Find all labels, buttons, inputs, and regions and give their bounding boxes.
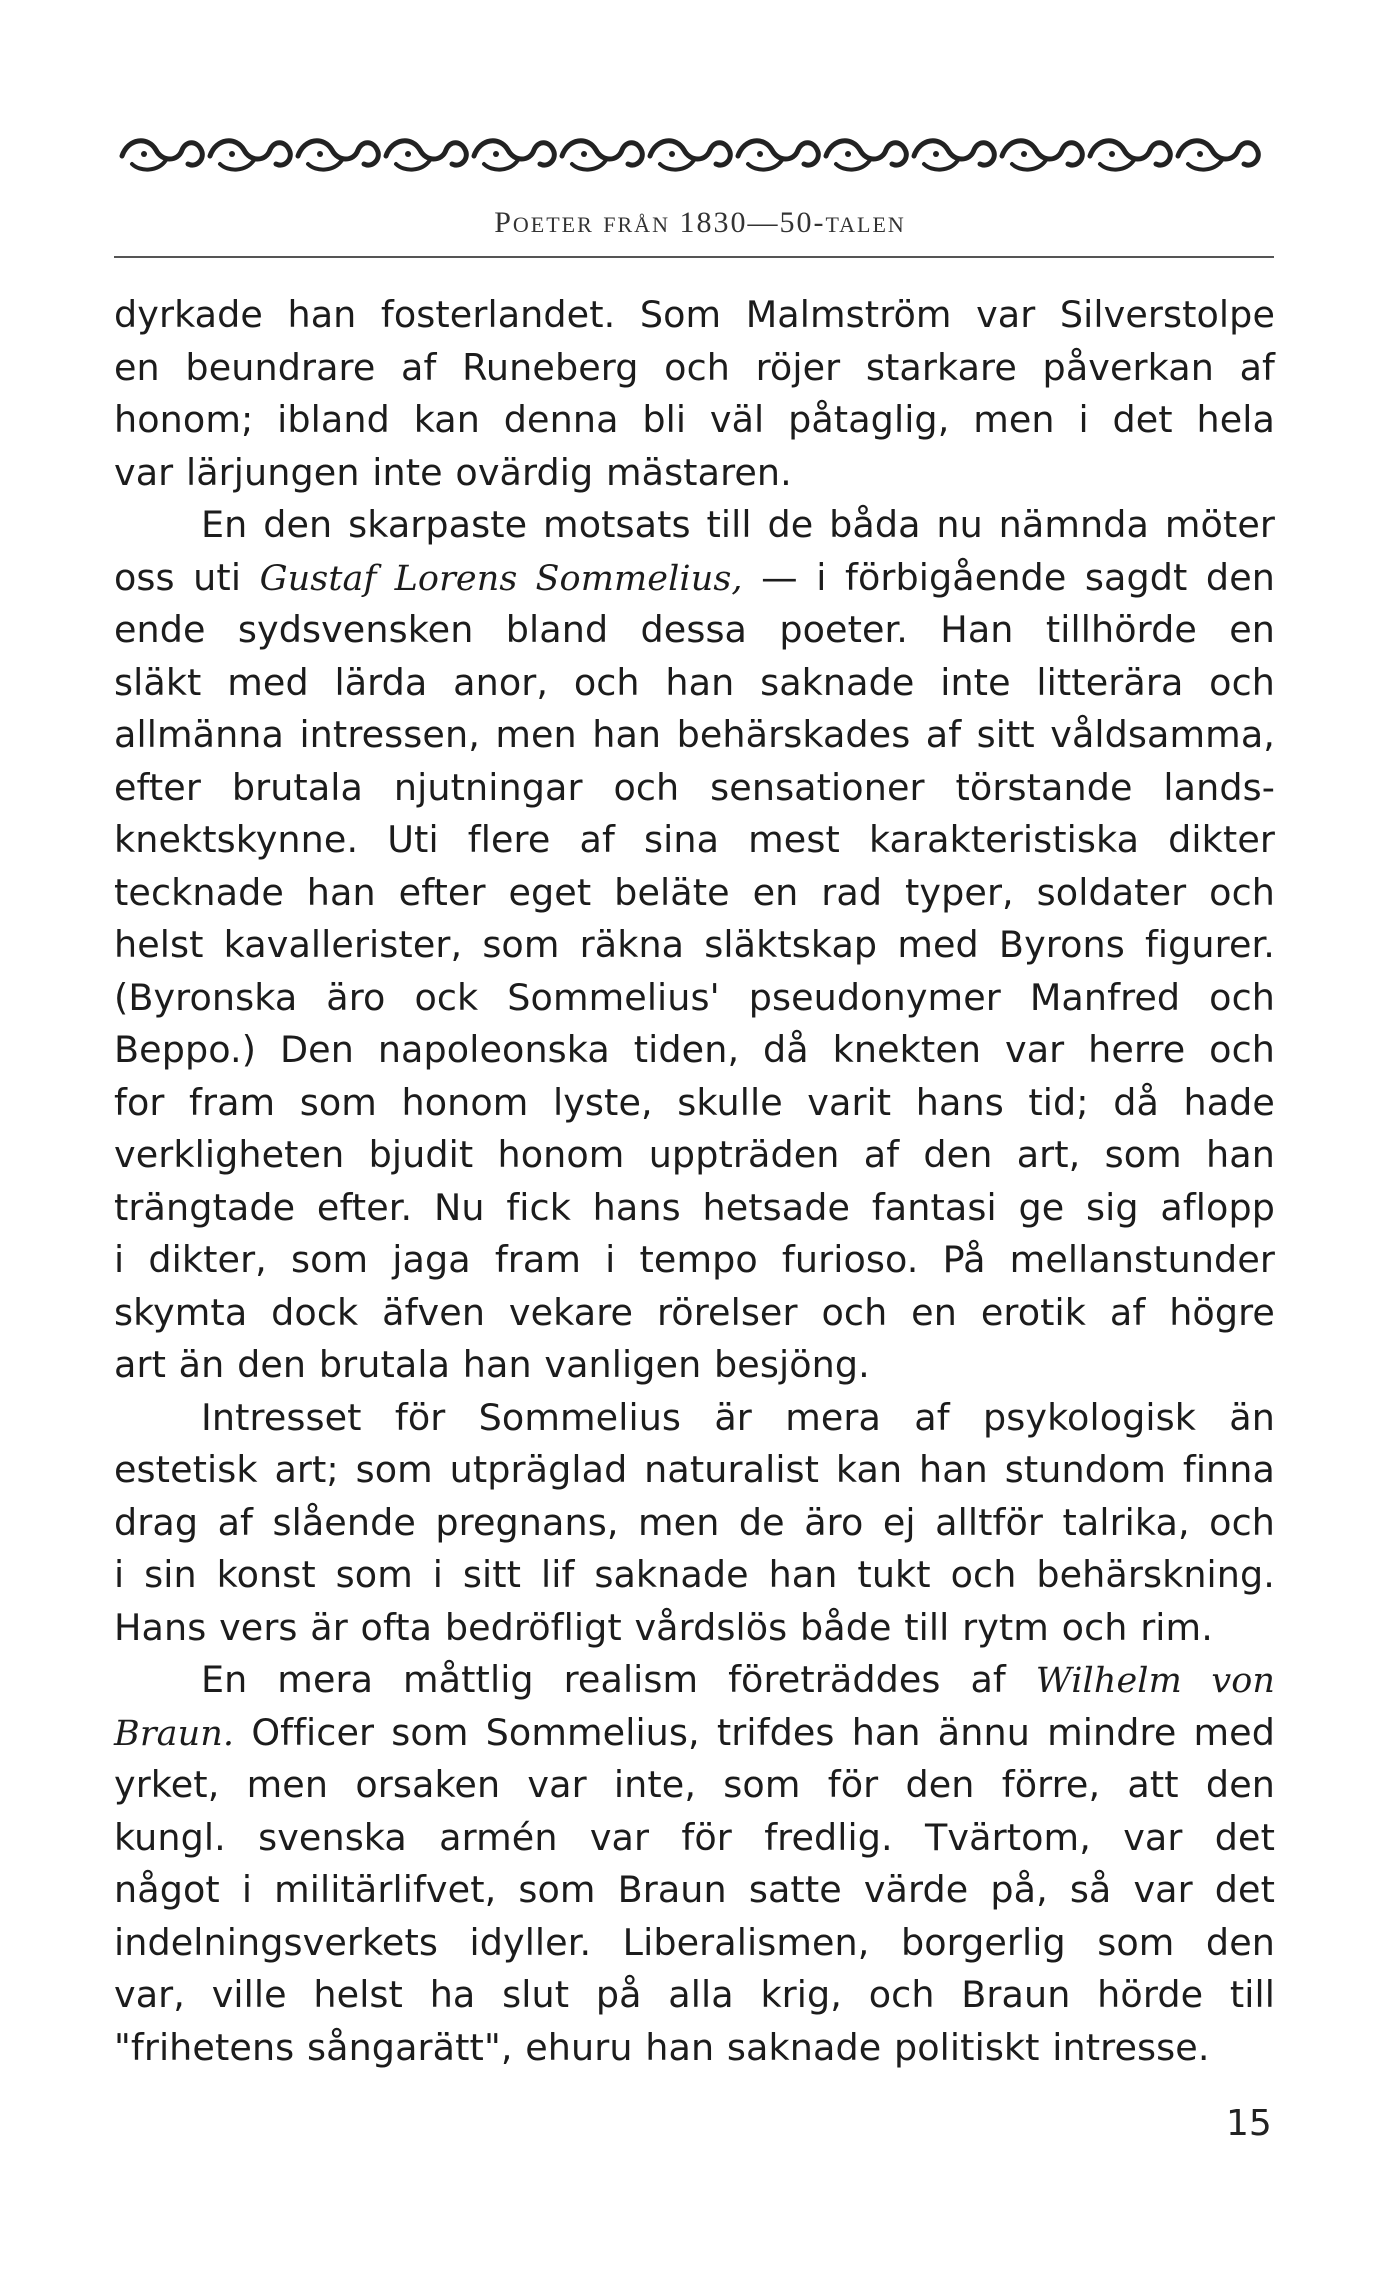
text-line: en beundrare af Runeberg och röjer starkare påverkan af <box>114 345 1275 389</box>
text-line: i sin konst som i sitt lif saknade han tukt och behärskning. <box>114 1553 1275 1596</box>
text-line-mixed <box>114 1707 1275 1760</box>
text-line: var, ville helst ha slut på alla krig, och Braun hörde till <box>114 1973 1275 2016</box>
text-line: indelningsverkets idyller. Liberalismen, borgerlig som den <box>114 1920 1275 1964</box>
text-line: verkligheten bjudit honom uppträden af den art, som han <box>114 1133 1275 1176</box>
running-head-initial: P <box>494 206 513 239</box>
text-line: Hans vers är ofta bedröfligt vårdslös både till rytm och rim. <box>114 1605 1213 1649</box>
text-line: allmänna intressen, men han behärskades af sitt våldsamma, <box>114 713 1275 756</box>
running-head-word-1: OETER <box>512 212 594 237</box>
text-line: art än den brutala han vanligen besjöng. <box>114 1343 870 1386</box>
text-segment: oss uti <box>114 555 242 599</box>
decorative-border-ornament <box>118 130 1270 182</box>
text-line: En den skarpaste motsats till de båda nu nämnda möter <box>201 503 1275 546</box>
body-text <box>114 289 1275 2074</box>
running-head-word-2: FRÅN <box>603 212 670 237</box>
text-line: honom; ibland kan denna bli väl påtaglig, men i det hela <box>114 398 1275 441</box>
text-line: släkt med lärda anor, och han saknade inte litterära och <box>114 660 1275 704</box>
text-line: helst kavallerister, som räkna släktskap med Byrons figurer. <box>114 923 1275 966</box>
text-line: knektskynne. Uti flere af sina mest karakteristiska dikter <box>114 818 1275 861</box>
running-head <box>0 206 1400 240</box>
text-line-mixed <box>114 552 1275 605</box>
text-line: tecknade han efter eget beläte en rad typer, soldater och <box>114 870 1275 914</box>
text-line: for fram som honom lyste, skulle varit hans tid; då hade <box>114 1080 1275 1124</box>
header-rule <box>114 256 1274 258</box>
author-name-sommelius: Gustaf Lorens Sommelius, <box>259 558 743 599</box>
text-line: drag af slående pregnans, men de äro ej alltför talrika, och <box>114 1500 1275 1544</box>
text-line: estetisk art; som utpräglad naturalist kan han stundom finna <box>114 1448 1275 1491</box>
text-segment: Officer som Sommelius, trifdes han ännu mindre med <box>251 1710 1276 1754</box>
text-line: yrket, men orsaken var inte, som för den förre, att den <box>114 1763 1275 1806</box>
text-line: skymta dock äfven vekare rörelser och en erotik af högre <box>114 1290 1275 1334</box>
text-line: efter brutala njutningar och sensationer törstande lands- <box>114 765 1275 809</box>
page-number: 15 <box>1226 2103 1272 2144</box>
text-line: dyrkade han fosterlandet. Som Malmström var Silverstolpe <box>114 293 1275 336</box>
running-head-years: 1830—50- <box>679 206 826 239</box>
text-line: trängtade efter. Nu fick hans hetsade fantasi ge sig aflopp <box>114 1185 1275 1229</box>
text-line: Beppo.) Den napoleonska tiden, då knekten var herre och <box>114 1028 1275 1071</box>
text-segment: — i förbigående sagdt den <box>761 555 1275 599</box>
text-line: ende sydsvensken bland dessa poeter. Han tillhörde en <box>114 608 1275 651</box>
author-name-braun-cont: Braun. <box>114 1713 235 1754</box>
text-line: (Byronska äro ock Sommelius' pseudonymer Manfred och <box>114 975 1275 1019</box>
text-line: "frihetens sångarätt", ehuru han saknade politiskt intresse. <box>114 2025 1210 2069</box>
text-segment: En mera måttlig realism företräddes af <box>201 1658 1006 1701</box>
text-line: i dikter, som jaga fram i tempo furioso. På mellanstunder <box>114 1238 1275 1281</box>
author-name-braun: Wilhelm von <box>1035 1661 1276 1701</box>
running-head-word-3: TALEN <box>825 212 906 237</box>
text-line: något i militärlifvet, som Braun satte värde på, så var det <box>114 1868 1275 1911</box>
text-line: Intresset för Sommelius är mera af psykologisk än <box>201 1395 1275 1439</box>
text-line: kungl. svenska armén var för fredlig. Tvärtom, var det <box>114 1815 1275 1859</box>
text-line-mixed <box>114 1654 1275 1707</box>
text-line: var lärjungen inte ovärdig mästaren. <box>114 450 792 494</box>
